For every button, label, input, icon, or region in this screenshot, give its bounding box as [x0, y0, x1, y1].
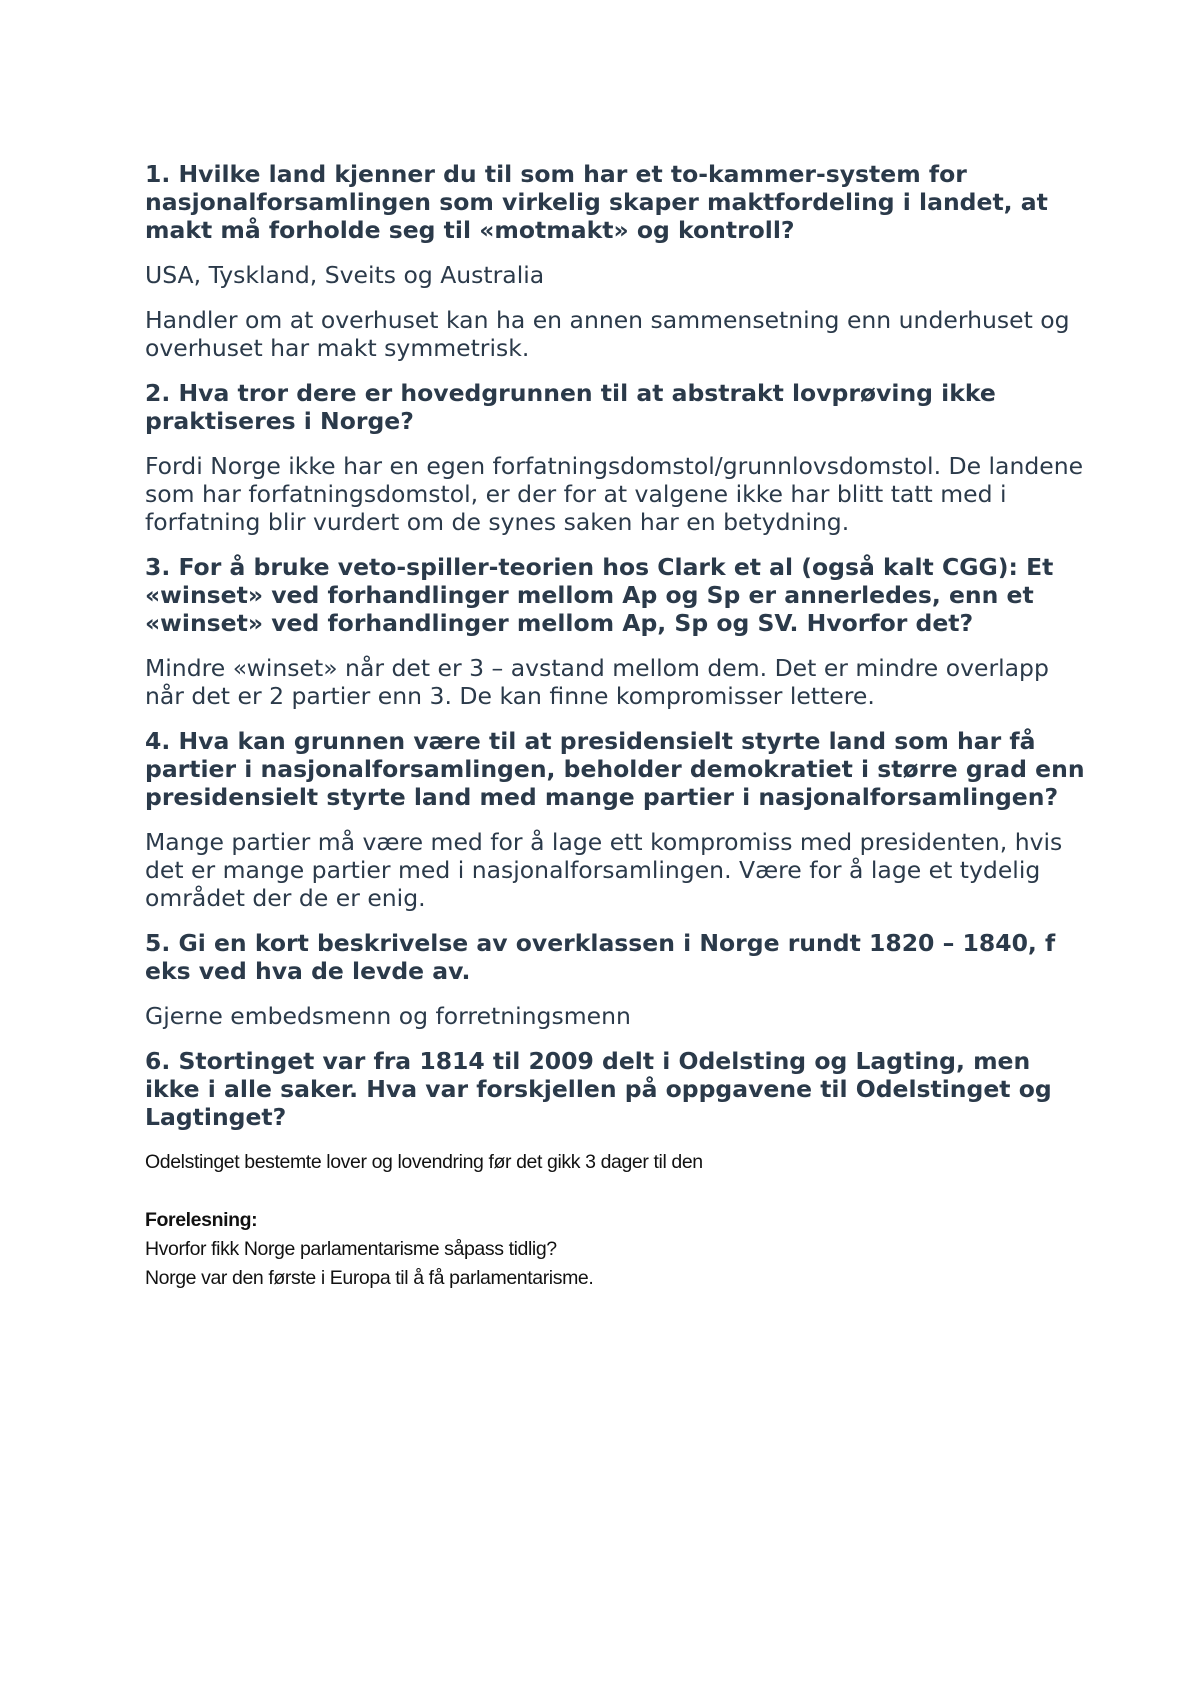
answer-6: Odelstinget bestemte lover og lovendring før det gikk 3 dager til den [145, 1151, 703, 1173]
answer-4: Mange partier må være med for å lage ett kompromiss med presidenten, hvis det er mange partier med i nasjonalforsamlingen. Være for å lage et tydelig området der de er enig. [145, 828, 1063, 912]
lecture-line-1: Hvorfor fikk Norge parlamentarisme såpass tidlig? [145, 1238, 557, 1260]
question-6: 6. Stortinget var fra 1814 til 2009 delt i Odelsting og Lagting, men ikke i alle saker. Hva var forskjellen på oppgavene til Odelstinget og Lagtinget? [145, 1047, 1052, 1131]
lecture-line-2: Norge var den første i Europa til å få parlamentarisme. [145, 1267, 594, 1289]
answer-3: Mindre «winset» når det er 3 – avstand mellom dem. Det er mindre overlapp når det er 2 partier enn 3. De kan finne kompromisser lettere. [145, 654, 1049, 710]
lecture-heading: Forelesning: [145, 1209, 258, 1231]
answer-5: Gjerne embedsmenn og forretningsmenn [145, 1002, 631, 1030]
spacer [145, 1177, 1085, 1206]
answer-1b: Handler om at overhuset kan ha en annen sammensetning enn underhuset og overhuset har makt symmetrisk. [145, 306, 1070, 362]
answer-1a: USA, Tyskland, Sveits og Australia [145, 261, 545, 289]
question-3: 3. For å bruke veto-spiller-teorien hos Clark et al (også kalt CGG): Et «winset» ved forhandlinger mellom Ap og Sp er annerledes, enn et «winset» ved forhandlinger mellom Ap, Sp og SV. Hvorfor det? [145, 553, 1054, 637]
question-4: 4. Hva kan grunnen være til at presidensielt styrte land som har få partier i nasjonalforsamlingen, beholder demokratiet i større grad enn presidensielt styrte land med mange partier i nasjonalforsamlingen? [145, 727, 1085, 811]
document-body [145, 160, 1085, 1293]
question-5: 5. Gi en kort beskrivelse av overklassen i Norge rundt 1820 – 1840, f eks ved hva de levde av. [145, 929, 1056, 985]
question-1: 1. Hvilke land kjenner du til som har et to-kammer-system for nasjonalforsamlingen som virkelig skaper maktfordeling i landet, at makt må forholde seg til «motmakt» og kontroll? [145, 160, 1048, 244]
answer-2: Fordi Norge ikke har en egen forfatningsdomstol/grunnlovsdomstol. De landene som har forfatningsdomstol, er der for at valgene ikke har blitt tatt med i forfatning blir vurdert om de synes saken har en betydning. [145, 452, 1084, 536]
question-2: 2. Hva tror dere er hovedgrunnen til at abstrakt lovprøving ikke praktiseres i Norge? [145, 379, 996, 435]
